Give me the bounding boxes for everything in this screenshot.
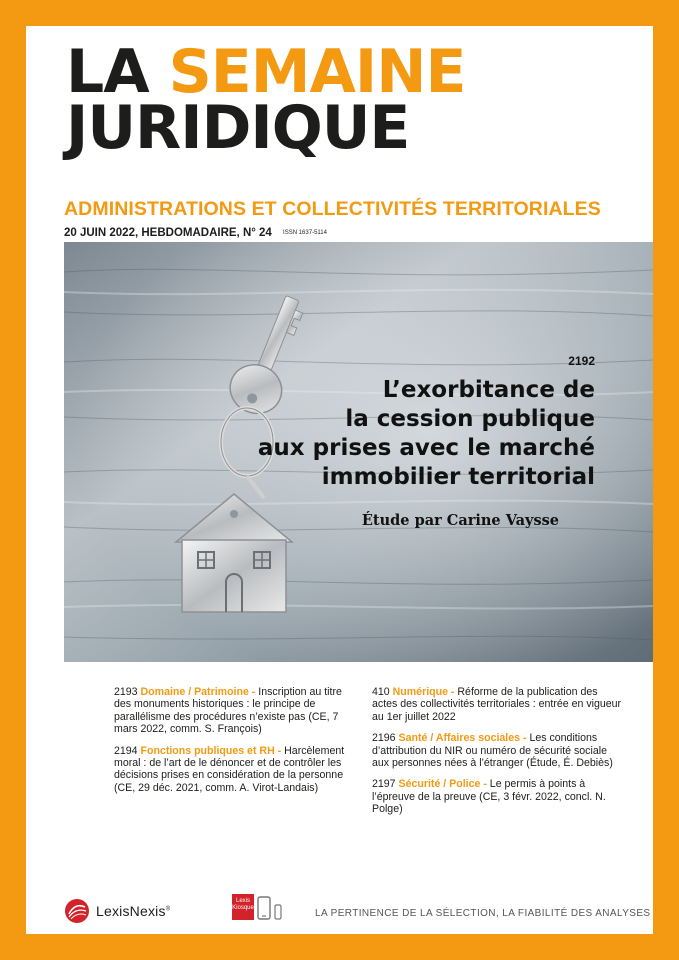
lexis-kiosque-badge[interactable] — [232, 894, 282, 920]
masthead-title — [66, 37, 466, 163]
entry-text: Les conditions d’attribution du NIR ou numéro de sécurité sociale aux personnes nées à l’étranger (Étude, É. Debiès) — [372, 732, 613, 770]
entry-number: 410 — [372, 686, 390, 698]
cover-photo — [64, 242, 653, 662]
feature-number: 2192 — [568, 354, 595, 368]
masthead-la: LA — [66, 37, 149, 107]
feature-author: Étude par Carine Vaysse — [361, 512, 559, 529]
lexisnexis-logo[interactable] — [64, 898, 170, 924]
entry-number: 2196 — [372, 732, 396, 745]
entry-text: Harcèlement moral : de l’art de le dénoncer et de contrôler les décisions prises en considération de la personne (CE, 29 déc. 2021, comm. A. Virot-Landais) — [114, 744, 345, 794]
entry-text: Inscription au titre des monuments historiques : le principe de parallélisme des procédures n’existe pas (CE, 7 mars 2022, comm. S. François) — [114, 686, 342, 736]
lexisnexis-emblem-icon — [64, 898, 90, 924]
publisher-name: LexisNexis® — [96, 903, 171, 919]
summary-right-column — [372, 686, 622, 825]
feature-title-line: aux prises avec le marché — [257, 435, 595, 461]
masthead-semaine: SEMAINE — [168, 37, 466, 107]
entry-text: Le permis à points à l’épreuve de la preuve (CE, 3 févr. 2022, concl. N. Polge) — [372, 778, 606, 816]
entry-number: 2197 — [372, 778, 396, 791]
feature-title-line: L’exorbitance de — [382, 377, 595, 403]
cover-page — [26, 26, 653, 934]
issue-dateline — [64, 227, 327, 239]
summary-entry[interactable] — [114, 686, 354, 736]
summary-entry[interactable] — [372, 686, 622, 723]
entry-number: 2194 — [114, 744, 138, 757]
issn-number: ISSN 1637-5114 — [283, 229, 327, 236]
entry-rubric: Numérique - — [392, 686, 455, 698]
summary-left-column — [114, 686, 354, 803]
summary-entry[interactable] — [114, 745, 354, 795]
feature-title-line: immobilier territorial — [321, 464, 595, 490]
edition-subtitle: ADMINISTRATIONS ET COLLECTIVITÉS TERRITORIALES — [64, 198, 601, 220]
issue-date: 20 JUIN 2022, HEBDOMADAIRE, N° 24 — [64, 227, 272, 239]
entry-number: 2193 — [114, 686, 138, 698]
entry-rubric: Fonctions publiques et RH - — [140, 744, 282, 757]
entry-rubric: Santé / Affaires sociales - — [398, 732, 527, 745]
kiosque-logo: Lexis Kiosque — [232, 894, 254, 920]
phone-icon — [274, 904, 282, 920]
entry-rubric: Sécurité / Police - — [398, 778, 487, 791]
entry-rubric: Domaine / Patrimoine - — [140, 686, 256, 698]
entry-text: Réforme de la publication des actes des collectivités territoriales : entrée en vigueur au 1er juillet 2022 — [372, 686, 622, 723]
tablet-icon — [257, 896, 271, 920]
feature-title — [258, 376, 595, 492]
summary-entry[interactable] — [372, 778, 622, 815]
feature-title-line: la cession publique — [345, 406, 595, 432]
feature-article[interactable] — [258, 354, 595, 529]
summary-entry[interactable] — [372, 732, 622, 769]
masthead-juridique: JURIDIQUE — [66, 93, 410, 163]
publisher-tagline: LA PERTINENCE DE LA SÉLECTION, LA FIABILITÉ DES ANALYSES — [315, 908, 651, 919]
